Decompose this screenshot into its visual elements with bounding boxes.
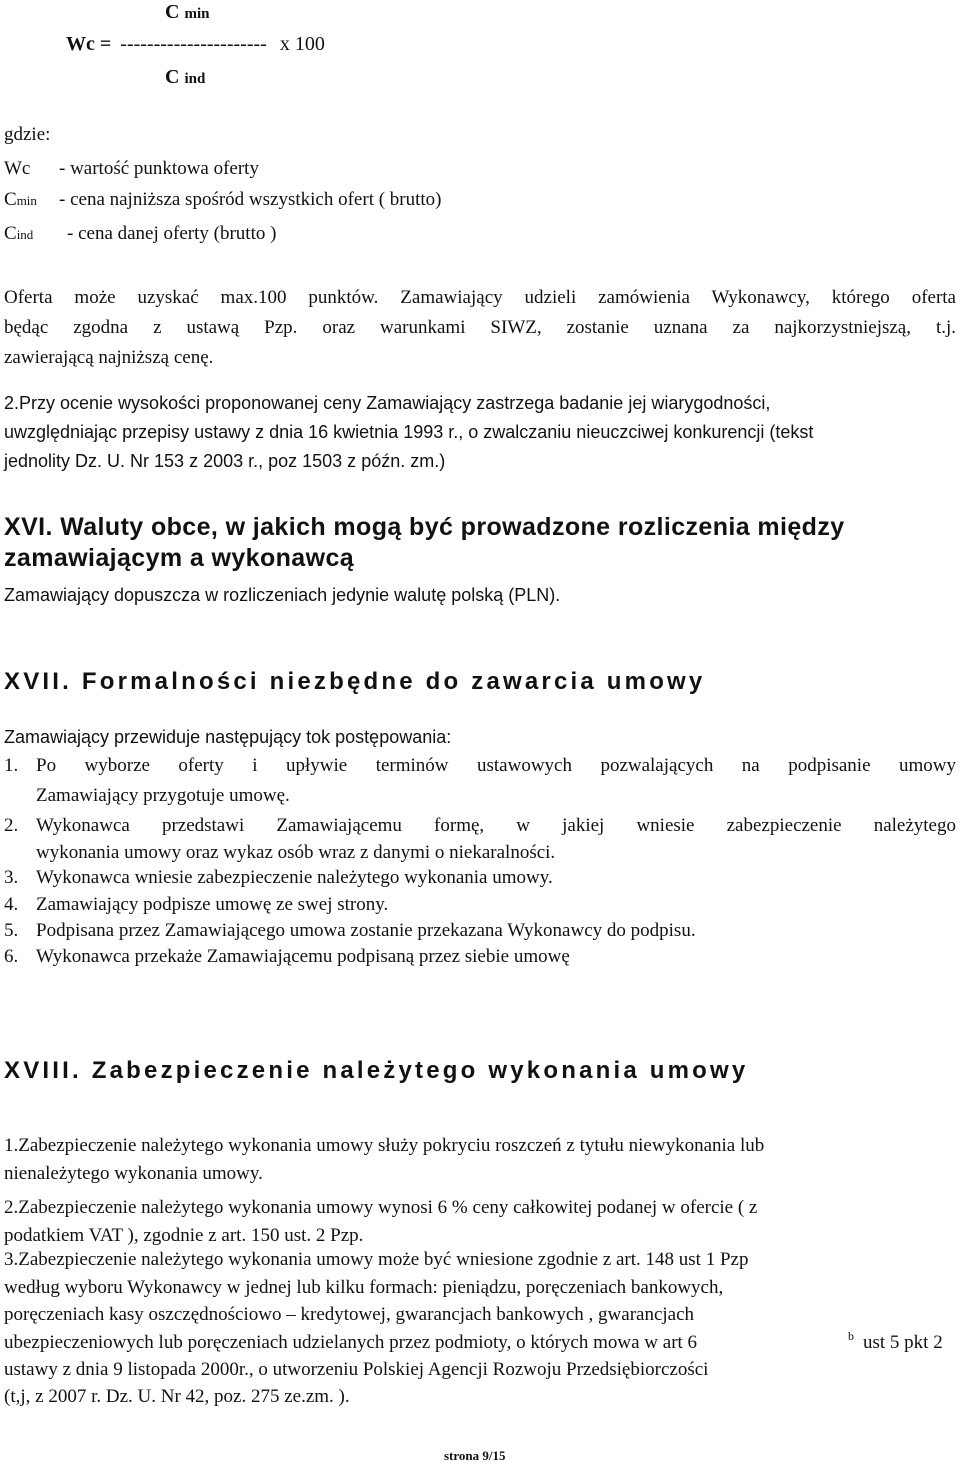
paragraph-line: poręczeniach kasy oszczędnościowo – kredytowej, gwarancjach bankowych , gwarancjach: [4, 1304, 695, 1325]
legend-description: - cena danej oferty (brutto ): [67, 223, 277, 244]
formula-multiplier: x 100: [279, 33, 325, 55]
formula-numerator-symbol: C: [165, 1, 180, 23]
formula-fraction-bar: ----------------------: [120, 33, 267, 55]
list-item-number: 1.: [4, 755, 19, 776]
legend-symbol-subscript: min: [16, 193, 37, 208]
list-item: [4, 867, 956, 894]
legend-row: [4, 223, 33, 245]
paragraph-line: Oferta może uzyskać max.100 punktów. Zamawiający udzieli zamówienia Wykonawcy, którego oferta: [4, 287, 956, 308]
legend-row: [4, 158, 30, 180]
formula-denominator-subscript: ind: [184, 71, 206, 87]
list-item-text: Zamawiający przygotuje umowę.: [36, 785, 290, 806]
formula-numerator-subscript: min: [184, 6, 210, 22]
section-16-heading: XVI. Waluty obce, w jakich mogą być prowadzone rozliczenia między: [4, 513, 845, 541]
list-item: [4, 755, 956, 815]
list-item-number: 6.: [4, 946, 19, 967]
procedure-list: [4, 755, 956, 972]
legend-intro: gdzie:: [4, 124, 51, 145]
list-item: [4, 946, 956, 972]
legend-symbol: C: [4, 223, 17, 244]
paragraph-line: 2.Przy ocenie wysokości proponowanej ceny Zamawiający zastrzega badanie jej wiarygodności,: [4, 393, 771, 413]
paragraph-line: podatkiem VAT ), zgodnie z art. 150 ust. 2 Pzp.: [4, 1225, 364, 1246]
paragraph-line: ustawy z dnia 9 listopada 2000r., o utworzeniu Polskiej Agencji Rozwoju Przedsiębiorczości: [4, 1359, 709, 1380]
section-18-heading: XVIII. Zabezpieczenie należytego wykonania umowy: [4, 1057, 749, 1084]
legend-symbol-subscript: ind: [16, 227, 34, 242]
formula-numerator: [165, 1, 209, 24]
page-number: strona 9/15: [444, 1448, 506, 1463]
legend-symbol: C: [4, 189, 17, 210]
section-17-intro: Zamawiający przewiduje następujący tok postępowania:: [4, 727, 452, 747]
paragraph-text: ubezpieczeniowych lub poręczeniach udzielanych przez podmioty, o których mowa w art 6: [4, 1332, 698, 1353]
price-paragraph: [4, 393, 956, 480]
formula-line: [66, 33, 325, 56]
paragraph-line: 1.Zabezpieczenie należytego wykonania umowy służy pokryciu roszczeń z tytułu niewykonania lub: [4, 1135, 765, 1156]
section-16-text: Zamawiający dopuszcza w rozliczeniach jedynie walutę polską (PLN).: [4, 585, 561, 605]
legend-row: [4, 189, 37, 211]
formula-denominator: [165, 66, 205, 89]
formula-denominator-symbol: C: [165, 66, 180, 88]
list-item-text: Podpisana przez Zamawiającego umowa zostanie przekazana Wykonawcy do podpisu.: [36, 920, 696, 941]
formula-lhs: Wc =: [66, 33, 112, 55]
list-item-number: 5.: [4, 920, 19, 941]
legend-description: - cena najniższa spośród wszystkich ofert ( brutto): [59, 189, 442, 210]
paragraph-line: 3.Zabezpieczenie należytego wykonania umowy może być wniesione zgodnie z art. 148 ust 1 Pzp: [4, 1249, 749, 1270]
list-item-text: wykonania umowy oraz wykaz osób wraz z danymi o niekaralności.: [36, 842, 556, 863]
paragraph-line: (t,j, z 2007 r. Dz. U. Nr 42, poz. 275 ze.zm. ).: [4, 1386, 350, 1407]
legend-description: - wartość punktowa oferty: [59, 158, 259, 179]
legend-symbol: Wc: [4, 158, 31, 179]
section-16-heading-cont: zamawiającym a wykonawcą: [4, 544, 355, 572]
section-17-heading: XVII. Formalności niezbędne do zawarcia umowy: [4, 668, 706, 695]
paragraph-line: zawierającą najniższą cenę.: [4, 347, 214, 368]
paragraph-line: [4, 1329, 956, 1359]
list-item-number: 4.: [4, 894, 19, 915]
list-item-text: Zamawiający podpisze umowę ze swej strony.: [36, 894, 389, 915]
paragraph-line: nienależytego wykonania umowy.: [4, 1163, 263, 1184]
paragraph-text: ust 5 pkt 2: [863, 1332, 943, 1353]
paragraph-line: 2.Zabezpieczenie należytego wykonania umowy wynosi 6 % ceny całkowitej podanej w ofercie ( z: [4, 1197, 758, 1218]
list-item-text: Wykonawca przekaże Zamawiającemu podpisaną przez siebie umowę: [36, 946, 570, 967]
superscript: b: [848, 1329, 854, 1343]
list-item-number: 2.: [4, 815, 19, 836]
list-item: [4, 894, 956, 920]
paragraph-line: jednolity Dz. U. Nr 153 z 2003 r., poz 1503 z późn. zm.): [4, 451, 446, 471]
list-item-text: Po wyborze oferty i upływie terminów ustawowych pozwalających na podpisanie umowy: [36, 755, 956, 776]
list-item-number: 3.: [4, 867, 19, 888]
list-item-text: Wykonawca wniesie zabezpieczenie należytego wykonania umowy.: [36, 867, 553, 888]
paragraph-line: będąc zgodna z ustawą Pzp. oraz warunkami SIWZ, zostanie uznana za najkorzystniejszą, t.j.: [4, 317, 956, 338]
list-item: [4, 920, 956, 946]
paragraph-line: według wyboru Wykonawcy w jednej lub kilku formach: pieniądzu, poręczeniach bankowych,: [4, 1277, 724, 1298]
guarantee-paragraphs: [4, 1135, 956, 1413]
list-item: [4, 815, 956, 867]
paragraph-line: uwzględniając przepisy ustawy z dnia 16 kwietnia 1993 r., o zwalczaniu nieuczciwej konkurencji (tekst: [4, 422, 814, 442]
offer-paragraph: [4, 287, 956, 377]
list-item-text: Wykonawca przedstawi Zamawiającemu formę, w jakiej wniesie zabezpieczenie należytego: [36, 815, 956, 836]
